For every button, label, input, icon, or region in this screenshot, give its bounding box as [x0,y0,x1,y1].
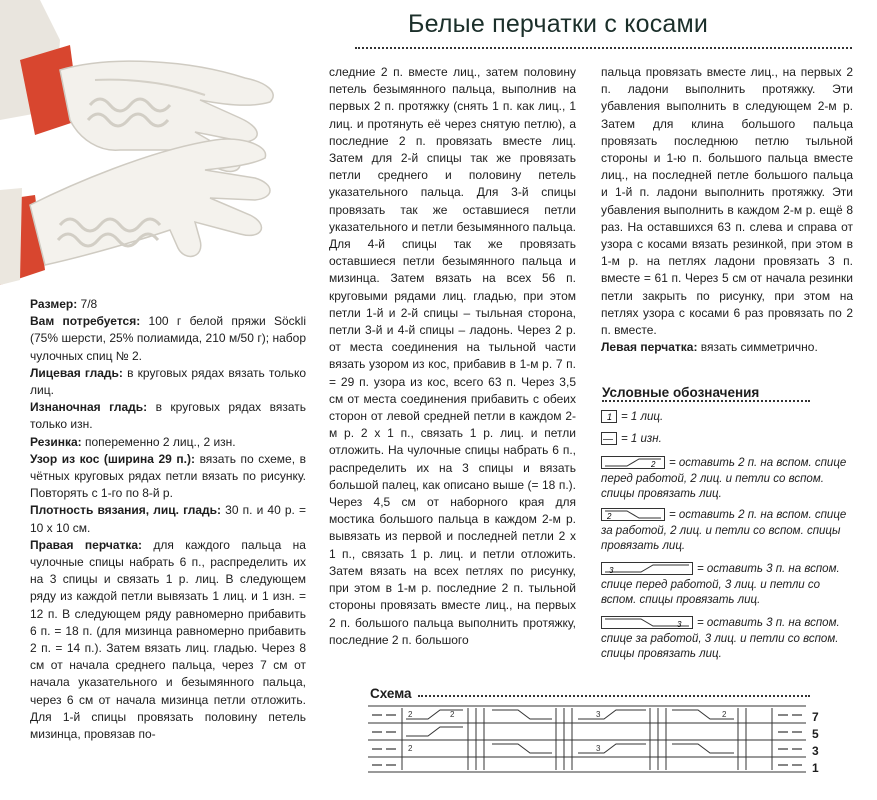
rib-paragraph [30,434,306,451]
need-paragraph [30,313,306,365]
size-label: Размер: [30,297,78,311]
legend-title: Условные обозначения [602,385,760,400]
row-number: 1 [812,761,819,775]
svg-text:2: 2 [408,744,413,753]
legend-text: = 1 лиц. [621,411,664,423]
svg-text:2: 2 [408,710,413,719]
text-column-3 [601,64,853,356]
svg-text:3: 3 [609,566,614,576]
legend-item [601,456,851,503]
left-glove-value: вязать симметрично. [697,340,818,355]
svg-text:1: 1 [607,412,613,423]
cable-paragraph [30,451,306,503]
legend-divider [602,400,810,402]
size-value: 7/8 [77,297,98,311]
column-2-text: следние 2 п. вместе лиц., затем половину петель безымянного пальца, выполнив на первых 2 п. протяжку (снять 1 п. как лиц., 1 лиц. и протянуть её через снятую петлю), а последние 2 п. провязать вместе лиц. Затем для 2-й спицы так же провязать петли среднего и половину петель указательного пальца. Для 3-й спицы провязать так же оставшиеся петли указательного и петли безымянного пальца. Для 4-й спицы так же провязать оставшиеся петли безымянного пальца и мизинца. Затем вязать на всех 56 п. круговыми рядами лиц. гладью, при этом петли 1-й и 2-й спицы – тыльная сторона, петли 3-й и 4-й спицы – ладонь. Через 2 р. от места соединения на тыльной части вязать узором из кос, прибавив в 1-м р. 7 п. = 29 п. узора из кос, всего 63 п. Через 3,5 см от места соединения прибавить с обеих сторон от левой средней петли в каждом 2-м р. 2 х 1 п., связать 1 р. лиц. и петли отложить. На чулочные спицы набрать 6 п., распределить их на 3 спицы и вязать большой палец, как описано выше (= 18 п.). Через 4,5 см от наборного края для мостика большого пальца в каждом 2-м р. вывязать из первой и последней петли 2 х 1 п., связать 1 р. лиц. и петли отложить. Затем вязать на всех петлях по рисунку, при этом в 1-м р. последние 2 п. тыльной стороны провязать вместе лиц., на первых 2 п. большого пальца выполнить протяжку, последние 2 п. большого [329,65,576,647]
cable-label: Узор из кос (ширина 29 п.): [30,451,195,466]
row-number: 5 [812,727,819,741]
purl-label: Изнаночная гладь: [30,400,148,415]
gloves-photo [0,0,320,290]
chart-row-numbers [812,709,819,777]
cable-2-front-icon [601,456,665,469]
legend-text: = оставить 3 п. на вспом. спице перед работой, 3 лиц. и петли со вспом. спицы провязать лиц. [601,563,840,606]
right-glove-value: для каждого пальца на чулочные спицы набрать 6 п., распределить их на 3 спицы и связать 1 р. лиц. В следующем ряду из каждой петли вывязать 1 лиц. и 1 изн. = 12 п. В следующем ряду равномерно прибавить 6 п. = 18 п. (для мизинца равномерно прибавить 2 п. = 14 п.). Затем вязать лиц. гладью. Через 8 см от начала среднего пальца, через 7 см от начала указательного и безымянного пальца, через 6 см от начала мизинца петли отложить. Для 1-й спицы провязать половину петель мизинца, провязав по- [30,537,306,742]
legend-text: = оставить 3 п. на вспом. спице за работой, 3 лиц. и петли со вспом. спицы провязать лиц. [601,617,840,660]
left-glove-paragraph [601,339,853,356]
legend-item [601,410,851,426]
purl-value: в круговых рядах вязать только изн. [30,400,306,432]
column-3-text: пальца провязать вместе лиц., на первых 2 п. ладони выполнить протяжку. Эти убавления выполнить в следующем 2-м р. Затем для клина большого пальца провязать последнюю петлю тыльной стороны и 1-ю п. большого пальца вместе лиц., на последней петле большого пальца и 1-й п. ладони выполнить протяжку. Эти убавления выполнить в каждом 2-м р. ещё 8 раз. На оставшихся 63 п. слева и справа от узора с косами вязать резинкой, при этом в 1-м р. на петлях ладони провязать 3 п. вместе = 61 п. Через 5 см от начала резинки петли закрыть по рисунку, при этом на петлях узора с косами 6 раз провязать по 2 п. вместе. [601,65,853,338]
cable-2-back-icon [601,508,665,521]
density-paragraph [30,502,306,536]
svg-text:2: 2 [607,512,612,522]
svg-text:3: 3 [677,620,682,630]
face-value: в круговых рядах вязать только лиц. [30,365,306,398]
scheme-divider [418,695,810,697]
legend-text: = оставить 2 п. на вспом. спице перед работой, 2 лиц. и петли со вспом. спицы провязать лиц. [601,457,847,500]
svg-text:3: 3 [596,710,601,719]
rib-value: попеременно 2 лиц., 2 изн. [81,434,236,449]
cable-3-front-icon [601,562,693,575]
title-divider [355,47,852,49]
purl-symbol-icon [601,432,617,445]
size-paragraph [30,296,306,313]
density-label: Плотность вязания, лиц. гладь: [30,503,222,518]
legend-item [601,432,851,448]
face-paragraph [30,365,306,399]
face-label: Лицевая гладь: [30,365,123,380]
right-glove-label: Правая перчатка: [30,537,143,552]
legend-text: = 1 изн. [621,433,662,445]
legend-item [601,562,851,609]
need-value: 100 г белой пряжи Söckli (75% шерсти, 25% полиамида, 210 м/50 г); набор чулочных спиц № 2. [30,314,306,363]
svg-text:2: 2 [651,460,656,470]
text-column-2 [329,64,576,649]
legend-text: = оставить 2 п. на вспом. спице за работой, 2 лиц. и петли со вспом. спицы провязать лиц. [601,509,847,552]
svg-text:2: 2 [722,710,727,719]
density-value: 30 п. и 40 р. = 10 х 10 см. [30,503,306,535]
knitting-chart [368,704,808,779]
row-number: 3 [812,744,819,758]
svg-text:—: — [603,434,613,446]
text-column-1 [30,296,306,743]
right-glove-paragraph [30,537,306,743]
cable-3-back-icon [601,616,693,629]
purl-paragraph [30,399,306,433]
rib-label: Резинка: [30,434,82,449]
svg-text:3: 3 [596,744,601,753]
knit-symbol-icon [601,410,617,423]
need-label: Вам потребуется: [30,314,141,329]
legend-item [601,616,851,663]
svg-text:2: 2 [450,710,455,719]
cable-value: вязать по схеме, в чётных круговых рядах петли вязать по рисунку. Повторять с 1-го по 8-й р. [30,451,307,501]
left-glove-label: Левая перчатка: [601,340,698,355]
page-title: Белые перчатки с косами [408,10,709,38]
row-number: 7 [812,710,819,724]
legend-item [601,508,851,555]
scheme-title: Схема [370,686,412,701]
